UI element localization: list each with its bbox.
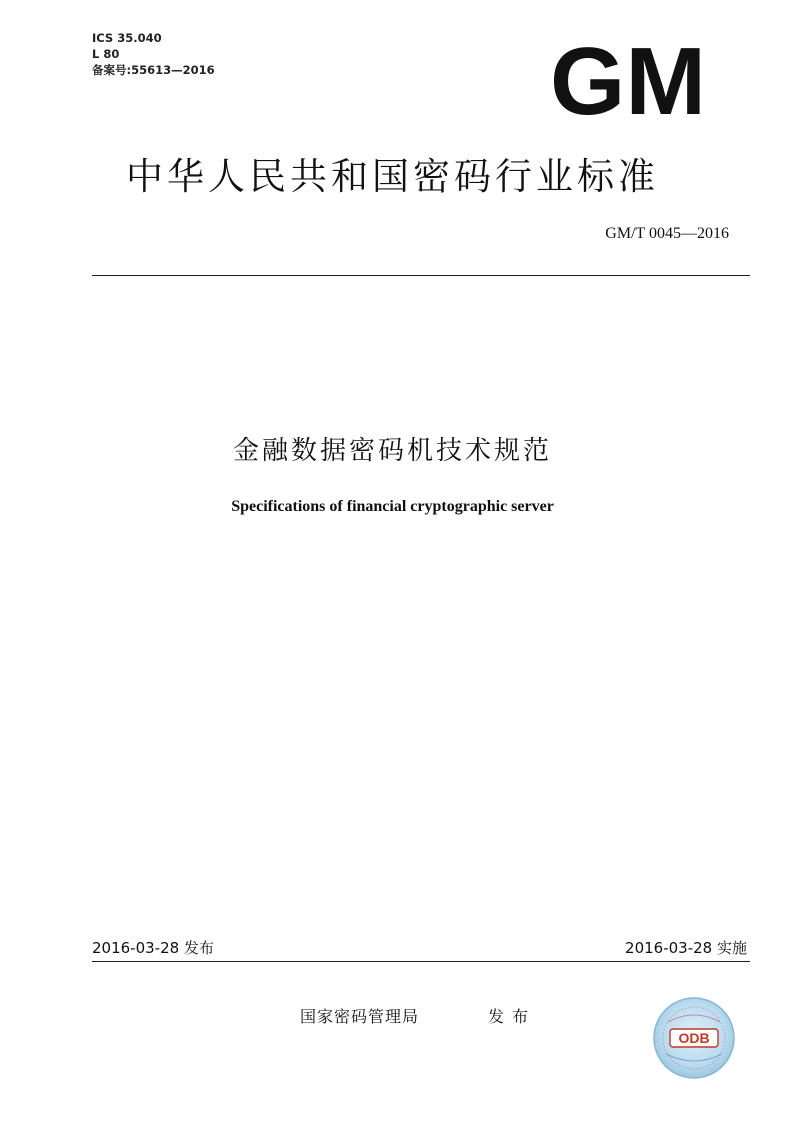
seal-text: ODB [678, 1030, 710, 1046]
ics-code: ICS 35.040 [92, 31, 162, 45]
gm-logo-graphic [548, 42, 708, 120]
publisher-action: 发布 [488, 1007, 537, 1026]
footer-divider [92, 961, 750, 962]
header-divider [92, 275, 750, 276]
seal-graphic [652, 996, 736, 1080]
issue-date: 2016-03-28 发布 [92, 939, 214, 957]
document-title-english: Specifications of financial cryptographic server [231, 498, 554, 515]
standard-title: 中华人民共和国密码行业标准 [126, 155, 659, 198]
record-number: 备案号:55613—2016 [92, 63, 215, 77]
publisher-name: 国家密码管理局 [300, 1007, 420, 1026]
document-title-chinese: 金融数据密码机技术规范 [232, 436, 552, 466]
implementation-date: 2016-03-28 实施 [625, 939, 747, 957]
anti-counterfeit-seal [652, 996, 736, 1080]
logo-text: GM [550, 42, 706, 120]
document-metadata [92, 30, 215, 78]
gm-logo [548, 42, 708, 120]
classification-code: L 80 [92, 47, 120, 61]
standard-number: GM/T 0045—2016 [605, 225, 729, 242]
